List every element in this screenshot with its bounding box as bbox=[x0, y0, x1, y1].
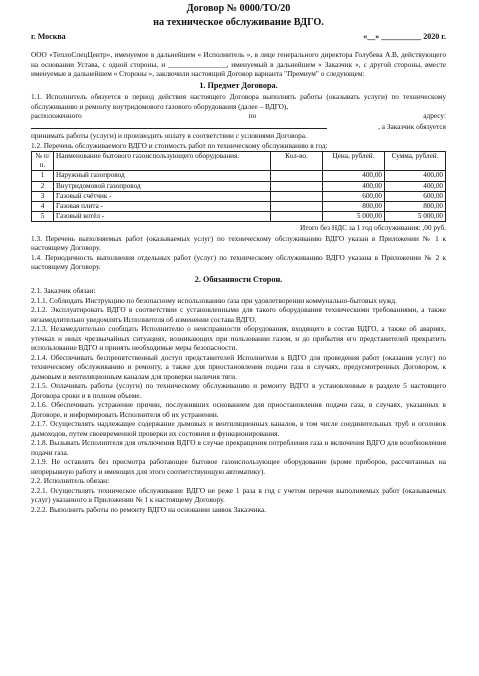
contract-date: «__» __________ 2020 г. bbox=[363, 32, 446, 41]
table-row bbox=[32, 212, 446, 222]
table-row bbox=[32, 181, 446, 191]
row-name: Газовая плита - bbox=[54, 202, 271, 212]
row-qty bbox=[271, 212, 323, 222]
address-blank bbox=[31, 121, 327, 129]
clause-2-1-5: 2.1.5. Оплачивать работы (услуги) по техническому обслуживанию и ремонту ВДГО в установленные в разделе 5 настоящего Договора сроки и в полном объеме. bbox=[31, 381, 446, 400]
clause-1-1-address-line bbox=[31, 111, 446, 121]
row-qty bbox=[271, 191, 323, 201]
clause-2-1-7: 2.1.7. Осуществлять надлежащее содержание дымовых и вентиляционных каналов, в том числе соединительных труб и оголовок дымоходов, путем своевременной проверки их состояния и функционирования. bbox=[31, 419, 446, 438]
customer-obligation: , а Заказчик обязуется bbox=[378, 121, 446, 131]
row-name: Наружный газопровод bbox=[54, 171, 271, 181]
clause-2-2: 2.2. Исполнитель обязан: bbox=[31, 476, 109, 486]
row-number: 2 bbox=[32, 181, 54, 191]
col-number-header: № п/п. bbox=[32, 152, 54, 171]
row-qty bbox=[271, 171, 323, 181]
col-name-header: Наименование бытового газоиспользующего оборудования. bbox=[54, 152, 271, 171]
clause-1-3: 1.3. Перечень выполняемых работ (оказываемых услуг) по техническому обслуживанию ВДГО указан в Приложении № 1 к настоящему Договору. bbox=[31, 233, 446, 253]
table-header-row bbox=[32, 152, 446, 171]
clause-2-1-4: 2.1.4. Обеспечивать беспрепятственный доступ представителей Исполнителя к ВДГО для проведения работ (оказания услуг) по техническому обслуживанию и ремонту, а также для приостановления подачи газа в случаях, предусмотренных Договором, к дымовым и вентиляционным каналам для проверки наличия тяги. bbox=[31, 352, 446, 381]
section-1-title: 1. Предмет Договора. bbox=[199, 80, 278, 90]
contract-subtitle: на техническое обслуживание ВДГО. bbox=[153, 16, 324, 28]
row-price: 600,00 bbox=[323, 191, 385, 201]
row-sum: 400,00 bbox=[385, 171, 446, 181]
address-label: адресу: bbox=[423, 111, 447, 120]
row-sum: 800,00 bbox=[385, 202, 446, 212]
row-sum: 400,00 bbox=[385, 181, 446, 191]
table-row bbox=[32, 171, 446, 181]
clause-2-1-1: 2.1.1. Соблюдать Инструкцию по безопасному использованию газа при удовлетворении коммунально-бытовых нужд. bbox=[31, 295, 397, 305]
row-number: 5 bbox=[32, 212, 54, 222]
clause-1-1-end: принимать работы (услуги) и производить оплату в соответствии с условиями Договора. bbox=[31, 131, 307, 140]
preamble: ООО «ТеплоСпецЦентр», именуемое в дальнейшем « Исполнитель », в лице генерального директора Голубева А.В, действующего на основании Устава, с одной стороны, и ________________, именуемый в дальнейшем « Заказчик », с другой стороны, вместе именуемые в дальнейшем « Стороны », заключили настоящий Договор варианта "Премиум" о следующем: bbox=[31, 50, 446, 78]
clause-2-1-8: 2.1.8. Вызывать Исполнителя для отключения ВДГО в случае прекращения потребления газа и включения ВДГО для возобновления подачи газа. bbox=[31, 438, 446, 457]
row-number: 3 bbox=[32, 191, 54, 201]
equipment-table bbox=[31, 151, 446, 222]
row-qty bbox=[271, 181, 323, 191]
col-price-header: Цена, рублей. bbox=[323, 152, 385, 171]
city: г. Москва bbox=[31, 32, 66, 41]
clause-2-1: 2.1. Заказчик обязан: bbox=[31, 286, 96, 296]
row-price: 5 000,00 bbox=[323, 212, 385, 222]
section-2-title: 2. Обязанности Сторон. bbox=[194, 274, 283, 284]
row-price: 400,00 bbox=[323, 171, 385, 181]
col-qty-header: Кол-во. bbox=[271, 152, 323, 171]
row-sum: 600,00 bbox=[385, 191, 446, 201]
row-qty bbox=[271, 202, 323, 212]
clause-1-1-blank-line bbox=[31, 121, 446, 132]
row-name: Газовый котёл - bbox=[54, 212, 271, 222]
table-row bbox=[32, 202, 446, 212]
clause-1-2: 1.2. Перечень обслуживаемого ВДГО и стоимость работ по техническому обслуживанию в год: bbox=[31, 140, 328, 150]
table-row bbox=[32, 191, 446, 201]
located-label: расположенного bbox=[31, 111, 82, 120]
total-line: Итого без НДС за 1 год обслуживания: ,00 руб. bbox=[299, 223, 446, 233]
clause-2-2-1: 2.2.1. Осуществлять техническое обслуживание ВДГО не реже 1 раза в год с учетом перечня выполняемых работ (оказываемых услуг) указанного в Приложении № 1 к настоящему Договору. bbox=[31, 485, 446, 505]
row-sum: 5 000,00 bbox=[385, 212, 446, 222]
clause-2-1-6: 2.1.6. Обеспечивать устранение причин, послуживших основанием для приостановления подачи газа, в случаях, указанных в Договоре, и информировать Исполнителя об их устранении. bbox=[31, 400, 446, 419]
row-price: 400,00 bbox=[323, 181, 385, 191]
row-price: 800,00 bbox=[323, 202, 385, 212]
row-number: 1 bbox=[32, 171, 54, 181]
row-name: Внутридомовой газопровод bbox=[54, 181, 271, 191]
city-date-line bbox=[31, 31, 446, 42]
clause-2-1-2: 2.1.2. Эксплуатировать ВДГО в соответствии с установленными для такого оборудования техническими требованиями, а также незамедлительно уведомлять Исполнителя об изменении состава ВДГО. bbox=[31, 305, 446, 324]
clause-2-2-2: 2.2.2. Выполнить работы по ремонту ВДГО на основании заявок Заказчика. bbox=[31, 504, 267, 514]
clause-2-1-9: 2.1.9. Не оставлять без присмотра работающее бытовое газоиспользующее оборудование (кроме приборов, рассчитанных на непрерывную работу и имеющих для этого соответствующую автоматику). bbox=[31, 457, 446, 476]
clause-1-4: 1.4. Периодичность выполнения отдельных работ (услуг) по техническому обслуживанию ВДГО указана в Приложении № 2 к настоящему Договору. bbox=[31, 252, 446, 272]
contract-title: Договор № 0000/ТО/20 bbox=[186, 3, 291, 14]
clause-1-1: 1.1. Исполнитель обязуется в период действия настоящего Договора выполнять работы (оказывать услуги) по техническому обслуживанию и ремонту внутридомового газового оборудования (далее – ВДГО), bbox=[31, 92, 446, 111]
row-name: Газовый счётчик - bbox=[54, 191, 271, 201]
row-number: 4 bbox=[32, 202, 54, 212]
clause-2-1-3: 2.1.3. Незамедлительно сообщать Исполнителю о неисправности оборудования, входящего в состав ВДГО, а также об авариях, утечках и иных чрезвычайных ситуациях, возникающих при пользовании газом, и до прибытия его представителей прекратить использование ВДГО и принять необходимые меры безопасности. bbox=[31, 324, 446, 353]
col-sum-header: Сумма, рублей. bbox=[385, 152, 446, 171]
by-label: по bbox=[248, 111, 257, 120]
